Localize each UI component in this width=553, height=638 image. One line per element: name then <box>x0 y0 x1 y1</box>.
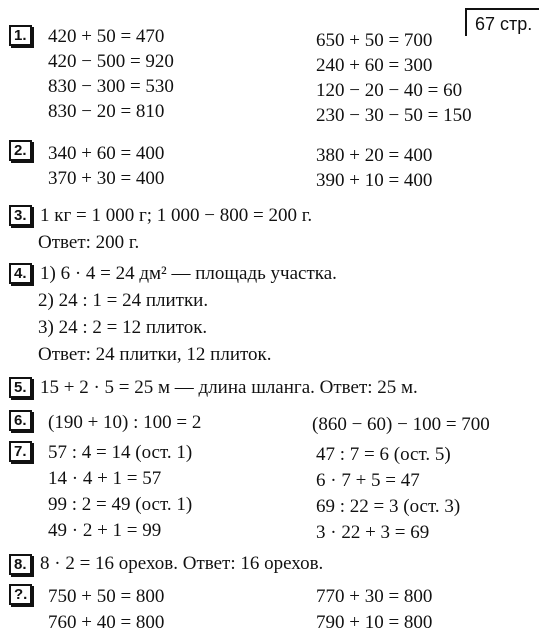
task-1-right-line-2: 240 + 60 = 300 <box>316 55 433 76</box>
task-4-line-1: 1) 6 · 4 = 24 дм² — площадь участка. <box>40 263 337 284</box>
task-1-right-line-1: 650 + 50 = 700 <box>316 30 433 51</box>
task-1-left-line-3: 830 − 300 = 530 <box>48 76 174 97</box>
task-8-line-1: 8 · 2 = 16 орехов. Ответ: 16 орехов. <box>40 553 324 574</box>
task-3-answer: Ответ: 200 г. <box>38 232 140 253</box>
task-7-left-line-3: 99 : 2 = 49 (ост. 1) <box>48 494 193 515</box>
task-number-question: ?. <box>9 584 32 605</box>
task-2-right-line-1: 380 + 20 = 400 <box>316 145 433 166</box>
task-number-4: 4. <box>9 263 32 284</box>
task-number-3: 3. <box>9 205 32 226</box>
task-7-right-line-1: 47 : 7 = 6 (ост. 5) <box>316 444 451 465</box>
task-7-right-line-3: 69 : 22 = 3 (ост. 3) <box>316 496 461 517</box>
task-6-right-line-1: (860 − 60) − 100 = 700 <box>312 414 490 435</box>
task-1-left-line-2: 420 − 500 = 920 <box>48 51 174 72</box>
task-q-left-line-2: 760 + 40 = 800 <box>48 612 165 633</box>
task-1-right-line-3: 120 − 20 − 40 = 60 <box>316 80 463 101</box>
task-1-left-line-1: 420 + 50 = 470 <box>48 26 165 47</box>
page-number-label: 67 стр. <box>465 8 539 36</box>
task-7-left-line-1: 57 : 4 = 14 (ост. 1) <box>48 442 193 463</box>
task-4-answer: Ответ: 24 плитки, 12 плиток. <box>38 344 272 365</box>
task-number-7: 7. <box>9 441 32 462</box>
task-5-line-1: 15 + 2 · 5 = 25 м — длина шланга. Ответ: 25 м. <box>40 377 418 398</box>
task-number-6: 6. <box>9 410 32 431</box>
task-q-left-line-1: 750 + 50 = 800 <box>48 586 165 607</box>
task-7-right-line-2: 6 · 7 + 5 = 47 <box>316 470 420 491</box>
task-2-right-line-2: 390 + 10 = 400 <box>316 170 433 191</box>
task-q-right-line-2: 790 + 10 = 800 <box>316 612 433 633</box>
task-number-8: 8. <box>9 554 32 575</box>
task-2-left-line-2: 370 + 30 = 400 <box>48 168 165 189</box>
task-4-line-3: 3) 24 : 2 = 12 плиток. <box>38 317 208 338</box>
task-4-line-2: 2) 24 : 1 = 24 плитки. <box>38 290 209 311</box>
task-7-left-line-4: 49 · 2 + 1 = 99 <box>48 520 162 541</box>
task-number-5: 5. <box>9 377 32 398</box>
task-3-line-1: 1 кг = 1 000 г; 1 000 − 800 = 200 г. <box>40 205 313 226</box>
task-q-right-line-1: 770 + 30 = 800 <box>316 586 433 607</box>
task-7-right-line-4: 3 · 22 + 3 = 69 <box>316 522 430 543</box>
task-1-left-line-4: 830 − 20 = 810 <box>48 101 165 122</box>
task-1-right-line-4: 230 − 30 − 50 = 150 <box>316 105 472 126</box>
task-number-2: 2. <box>9 140 32 161</box>
task-number-1: 1. <box>9 25 32 46</box>
task-2-left-line-1: 340 + 60 = 400 <box>48 143 165 164</box>
task-6-left-line-1: (190 + 10) : 100 = 2 <box>48 412 202 433</box>
task-7-left-line-2: 14 · 4 + 1 = 57 <box>48 468 162 489</box>
